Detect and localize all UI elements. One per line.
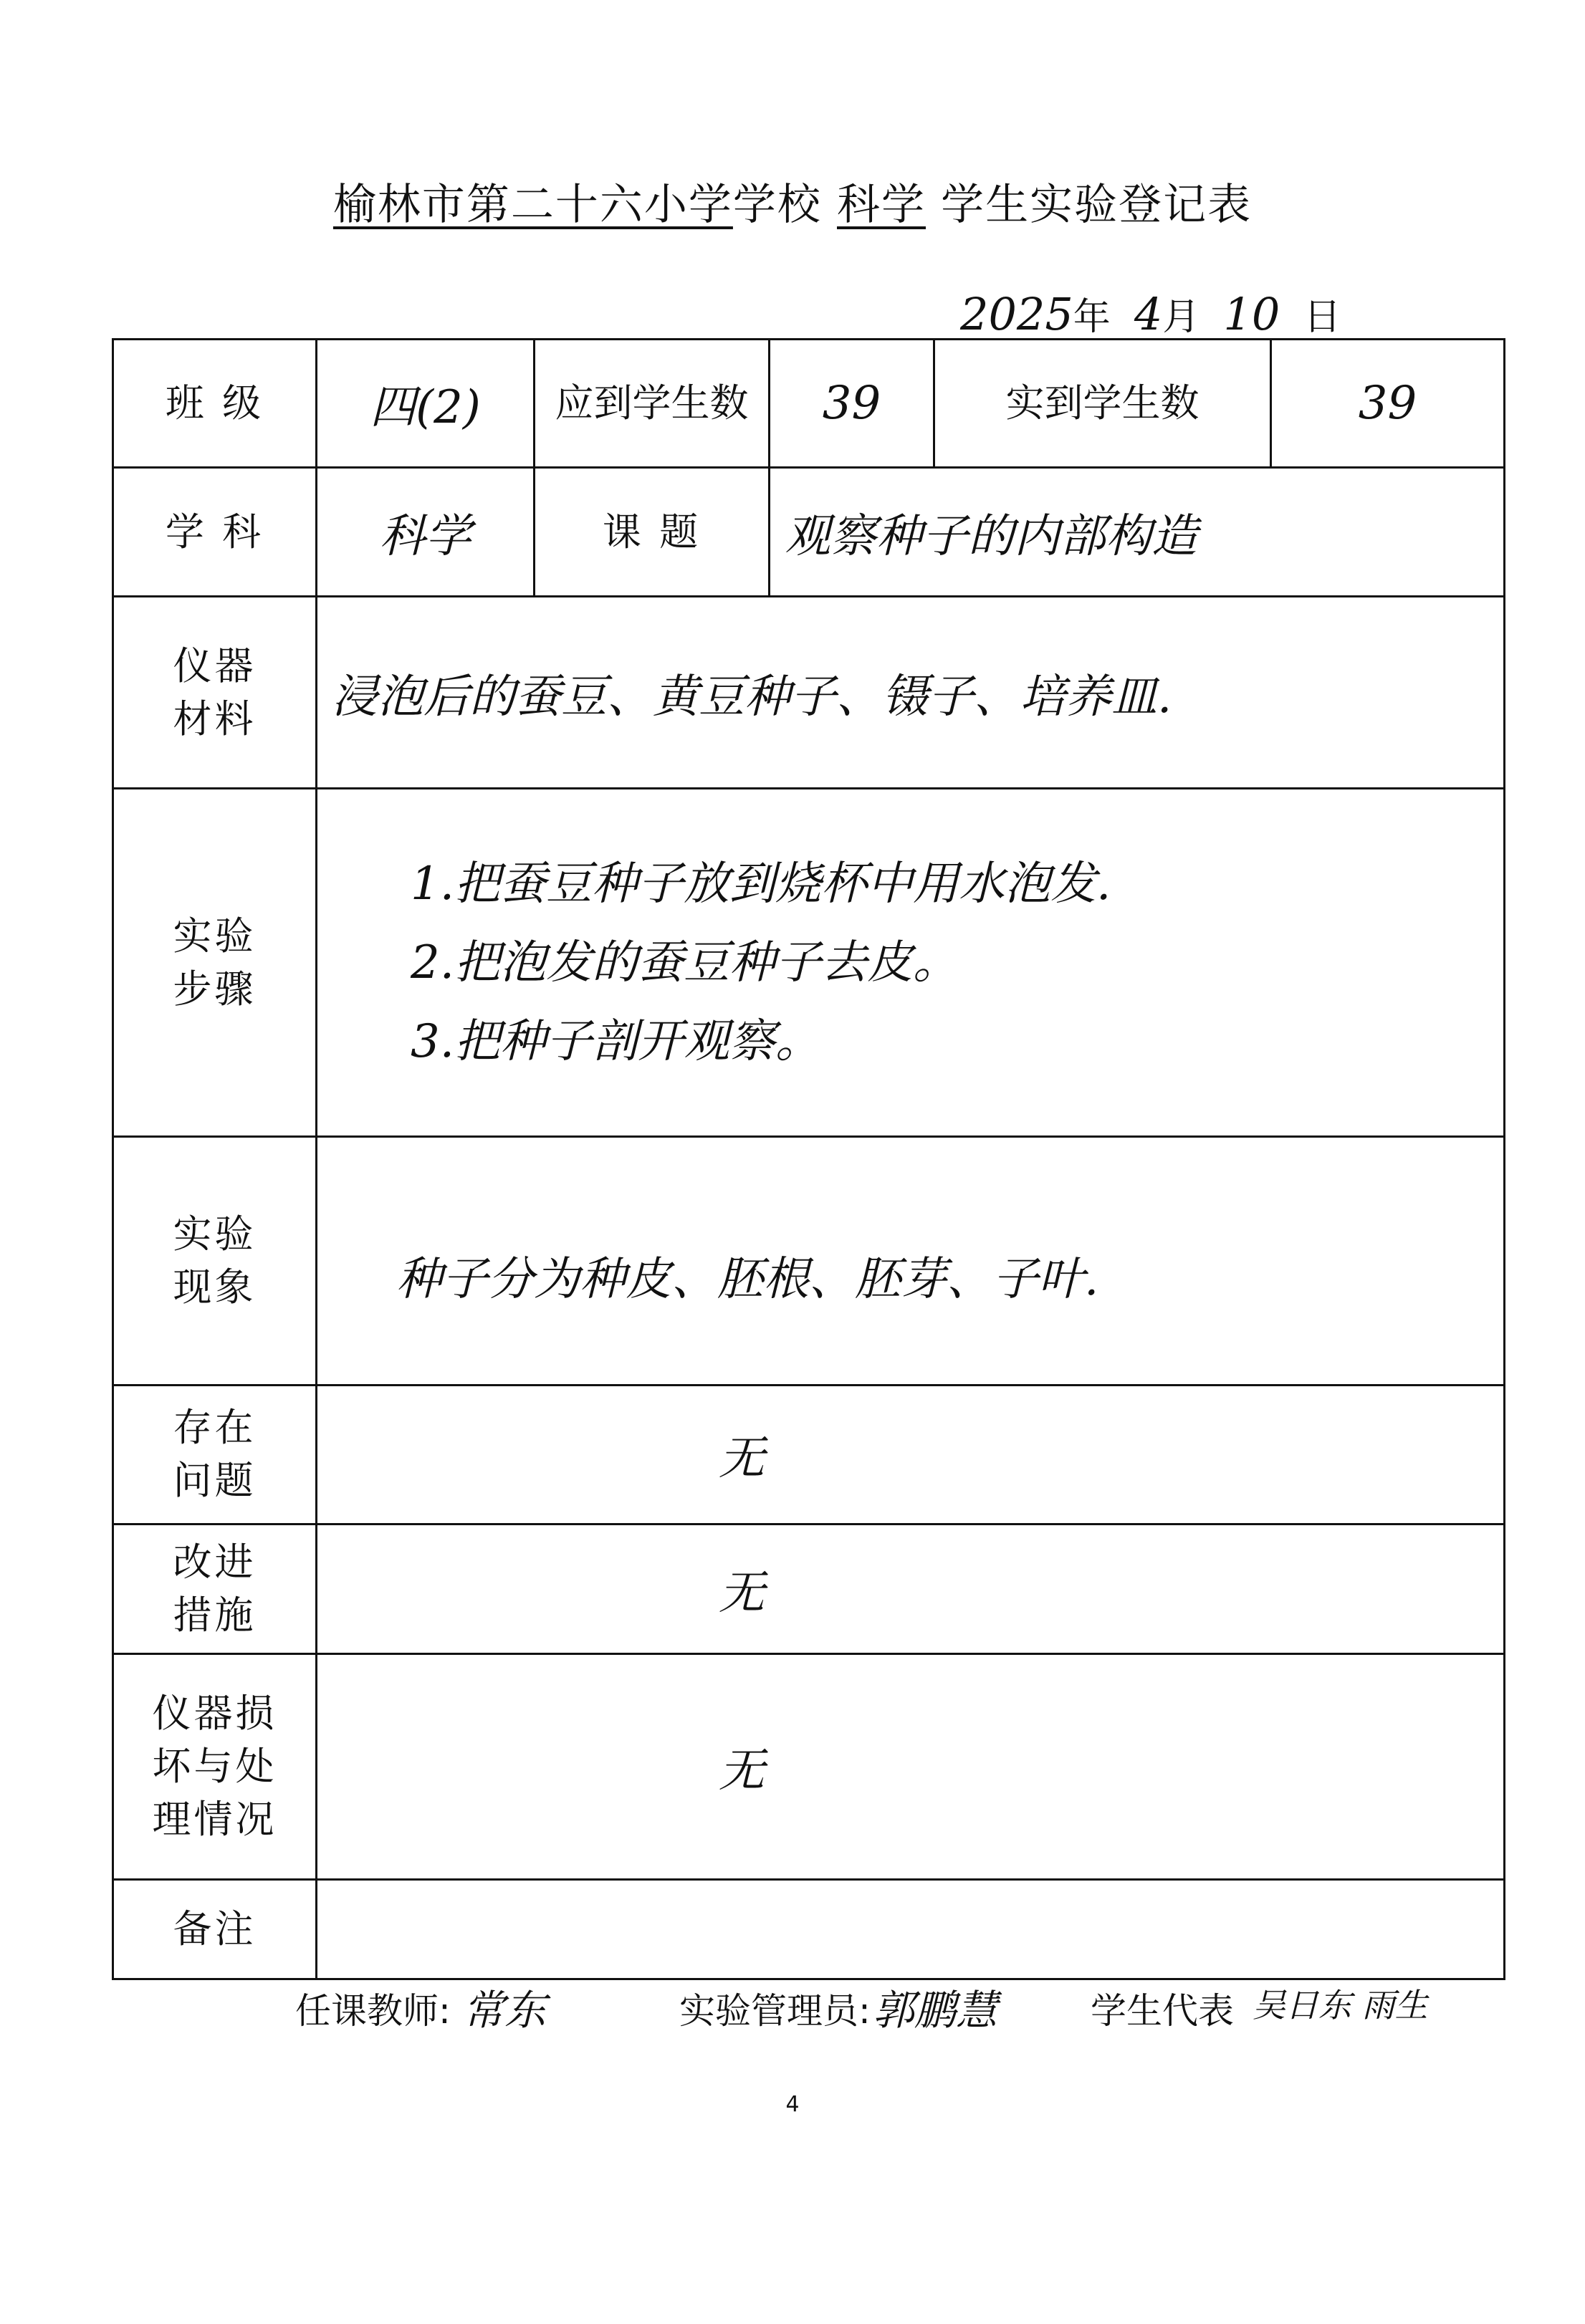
page-number: 4 bbox=[785, 2092, 800, 2117]
damage-label-line3: 理情况 bbox=[152, 1796, 277, 1842]
damage-label bbox=[113, 1654, 317, 1880]
topic-label: 课 题 bbox=[535, 468, 770, 596]
actual-students-value: 39 bbox=[1271, 340, 1505, 468]
remarks-label: 备注 bbox=[113, 1879, 317, 1979]
row-remarks bbox=[113, 1879, 1505, 1979]
teacher-signature: 常东 bbox=[463, 1986, 547, 2035]
subject-label: 学 科 bbox=[113, 468, 317, 596]
student-rep-label: 学生代表 bbox=[1091, 1990, 1234, 2032]
problems-label-line1: 存在 bbox=[173, 1405, 257, 1451]
step-item: 1.把蚕豆种子放到烧杯中用水泡发. bbox=[411, 857, 1111, 911]
problems-value: 无 bbox=[317, 1386, 1505, 1524]
class-value: 四(2) bbox=[317, 340, 535, 468]
damage-label-line1: 仪器损 bbox=[152, 1690, 277, 1736]
date-day-unit: 日 bbox=[1303, 296, 1341, 339]
row-phenomenon bbox=[113, 1137, 1505, 1386]
improvements-label bbox=[113, 1524, 317, 1654]
manager-label: 实验管理员: bbox=[679, 1990, 871, 2032]
teacher-label: 任课教师: bbox=[295, 1990, 451, 2032]
subject-name: 科学 bbox=[837, 180, 926, 230]
row-damage bbox=[113, 1654, 1505, 1880]
date-month: 4 bbox=[1134, 288, 1163, 340]
date-year: 2025 bbox=[960, 288, 1073, 340]
experiment-register-table bbox=[112, 338, 1505, 1980]
improvements-value: 无 bbox=[317, 1524, 1505, 1654]
actual-students-label: 实到学生数 bbox=[934, 340, 1271, 468]
steps-value bbox=[317, 789, 1505, 1137]
step-item: 3.把种子剖开观察。 bbox=[411, 1014, 822, 1068]
steps-label-line1: 实验 bbox=[173, 913, 257, 959]
improvements-label-line2: 措施 bbox=[173, 1592, 257, 1638]
subject-value: 科学 bbox=[317, 468, 535, 596]
phenomenon-value: 种子分为种皮、胚根、胚芽、子叶. bbox=[317, 1137, 1505, 1386]
date-day: 10 bbox=[1223, 288, 1280, 340]
expected-students-value: 39 bbox=[770, 340, 934, 468]
topic-value: 观察种子的内部构造 bbox=[770, 468, 1505, 596]
manager-signature: 郭鹏慧 bbox=[873, 1986, 998, 2035]
form-name: 学生实验登记表 bbox=[941, 180, 1253, 230]
steps-label-line2: 步骤 bbox=[173, 966, 257, 1012]
phenomenon-label bbox=[113, 1137, 317, 1386]
improvements-label-line1: 改进 bbox=[173, 1539, 257, 1585]
phenomenon-label-line1: 实验 bbox=[173, 1211, 257, 1257]
expected-students-label: 应到学生数 bbox=[535, 340, 770, 468]
signature-footer bbox=[0, 1974, 1585, 2038]
school-name: 榆林市第二十六小学 bbox=[332, 180, 733, 230]
date-year-unit: 年 bbox=[1073, 296, 1111, 339]
materials-label bbox=[113, 596, 317, 788]
row-problems bbox=[113, 1386, 1505, 1524]
row-subject-topic bbox=[113, 468, 1505, 596]
materials-label-line1: 仪器 bbox=[173, 643, 257, 688]
remarks-value bbox=[317, 1879, 1505, 1979]
date-month-unit: 月 bbox=[1162, 296, 1200, 339]
materials-value: 浸泡后的蚕豆、黄豆种子、镊子、培养皿. bbox=[317, 596, 1505, 788]
phenomenon-label-line2: 现象 bbox=[173, 1264, 257, 1310]
row-improvements bbox=[113, 1524, 1505, 1654]
row-class-info bbox=[113, 340, 1505, 468]
student-rep-signature: 吴日东 雨生 bbox=[1253, 1986, 1428, 2025]
step-item: 2.把泡发的蚕豆种子去皮。 bbox=[411, 936, 959, 989]
steps-label bbox=[113, 789, 317, 1137]
damage-label-line2: 坏与处 bbox=[152, 1743, 277, 1789]
school-suffix: 学校 bbox=[732, 180, 822, 230]
form-title bbox=[0, 171, 1585, 232]
row-materials bbox=[113, 596, 1505, 788]
materials-label-line2: 材料 bbox=[173, 696, 257, 741]
form-date bbox=[960, 287, 1341, 340]
damage-value: 无 bbox=[317, 1654, 1505, 1880]
problems-label-line2: 问题 bbox=[173, 1458, 257, 1504]
row-steps bbox=[113, 789, 1505, 1137]
problems-label bbox=[113, 1386, 317, 1524]
class-label: 班 级 bbox=[113, 340, 317, 468]
